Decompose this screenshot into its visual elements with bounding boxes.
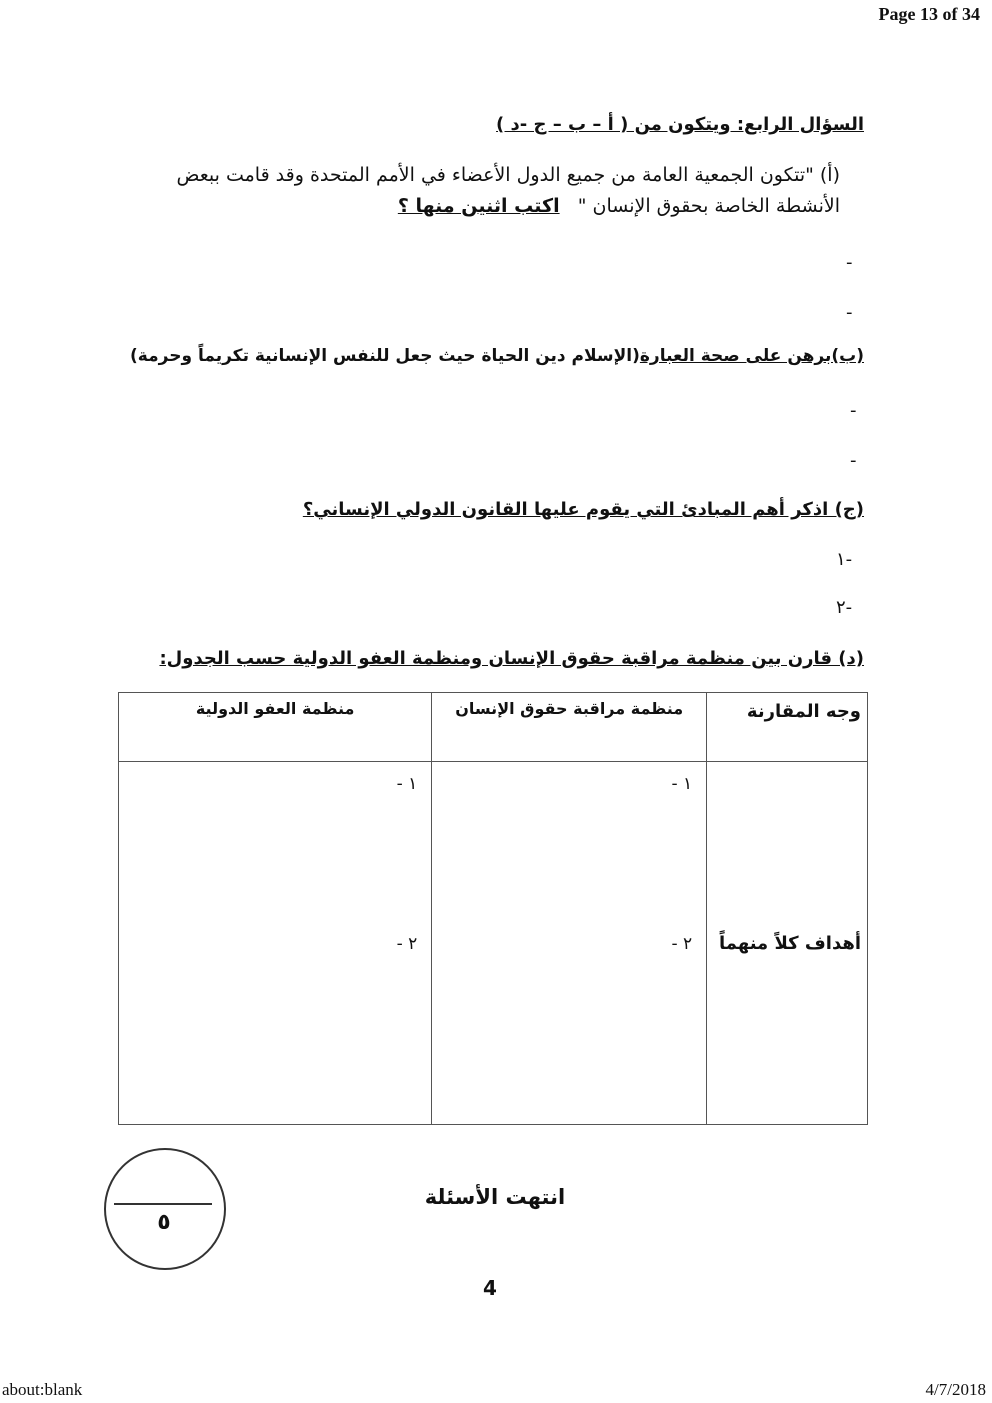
part-a-instruction: اكتب اثنين منها ؟ bbox=[397, 195, 560, 217]
table-header-row bbox=[119, 693, 868, 762]
hrw-item-2: ٢ - bbox=[671, 934, 693, 954]
table-row-goals bbox=[119, 762, 868, 1125]
footer-date: 4/7/2018 bbox=[925, 1380, 986, 1399]
part-a-line-1: (أ) "تتكون الجمعية العامة من جميع الدول الأعضاء في الأمم المتحدة وقد قامت ببعض bbox=[176, 164, 840, 186]
part-b-statement: (الإسلام دين الحياة حيث جعل للنفس الإنسانية تكريماً وحرمة) bbox=[130, 346, 640, 366]
hrw-item-1: ١ - bbox=[671, 774, 693, 794]
header-amnesty-international: منظمة العفو الدولية bbox=[119, 693, 432, 762]
part-a-text bbox=[140, 160, 840, 222]
part-b-answer-2: - bbox=[850, 450, 857, 471]
header-comparison-aspect: وجه المقارنة bbox=[707, 693, 868, 762]
end-of-questions: انتهت الأسئلة bbox=[424, 1185, 566, 1209]
score-circle bbox=[104, 1148, 226, 1270]
part-a-answer-2: - bbox=[846, 302, 853, 323]
score-divider bbox=[114, 1203, 212, 1205]
part-c-answer-2: ٢- bbox=[836, 597, 853, 618]
page-number-header: Page 13 of 34 bbox=[878, 4, 980, 24]
header-human-rights-watch: منظمة مراقبة حقوق الإنسان bbox=[432, 693, 707, 762]
part-a-line-2 bbox=[140, 191, 840, 222]
row-label-goals: أهداف كلاً منهماً bbox=[707, 762, 868, 1125]
part-a-answer-1: - bbox=[846, 252, 853, 273]
part-b-answer-1: - bbox=[850, 400, 857, 421]
bottom-page-number: 4 bbox=[483, 1276, 497, 1300]
part-d-text: (د) قارن بين منظمة مراقبة حقوق الإنسان ومنظمة العفو الدولية حسب الجدول: bbox=[159, 648, 864, 669]
question-title: السؤال الرابع: ويتكون من ( أ – ب – ج -د ) bbox=[496, 114, 864, 135]
part-b-label: (ب)برهن على صحة العبارة bbox=[639, 346, 864, 366]
part-c-answer-1: ١- bbox=[836, 549, 853, 570]
part-b-text bbox=[130, 346, 864, 366]
score-value: ٥ bbox=[157, 1210, 171, 1235]
cell-hrw-goals[interactable] bbox=[432, 762, 707, 1125]
footer-url: about:blank bbox=[2, 1380, 83, 1399]
amnesty-item-1: ١ - bbox=[396, 774, 418, 794]
comparison-table bbox=[118, 692, 868, 1125]
cell-amnesty-goals[interactable] bbox=[119, 762, 432, 1125]
amnesty-item-2: ٢ - bbox=[396, 934, 418, 954]
part-a-line-2-text: الأنشطة الخاصة بحقوق الإنسان " bbox=[577, 195, 840, 217]
part-c-text: (ج) اذكر أهم المبادئ التي يقوم عليها القانون الدولي الإنساني؟ bbox=[302, 499, 864, 520]
